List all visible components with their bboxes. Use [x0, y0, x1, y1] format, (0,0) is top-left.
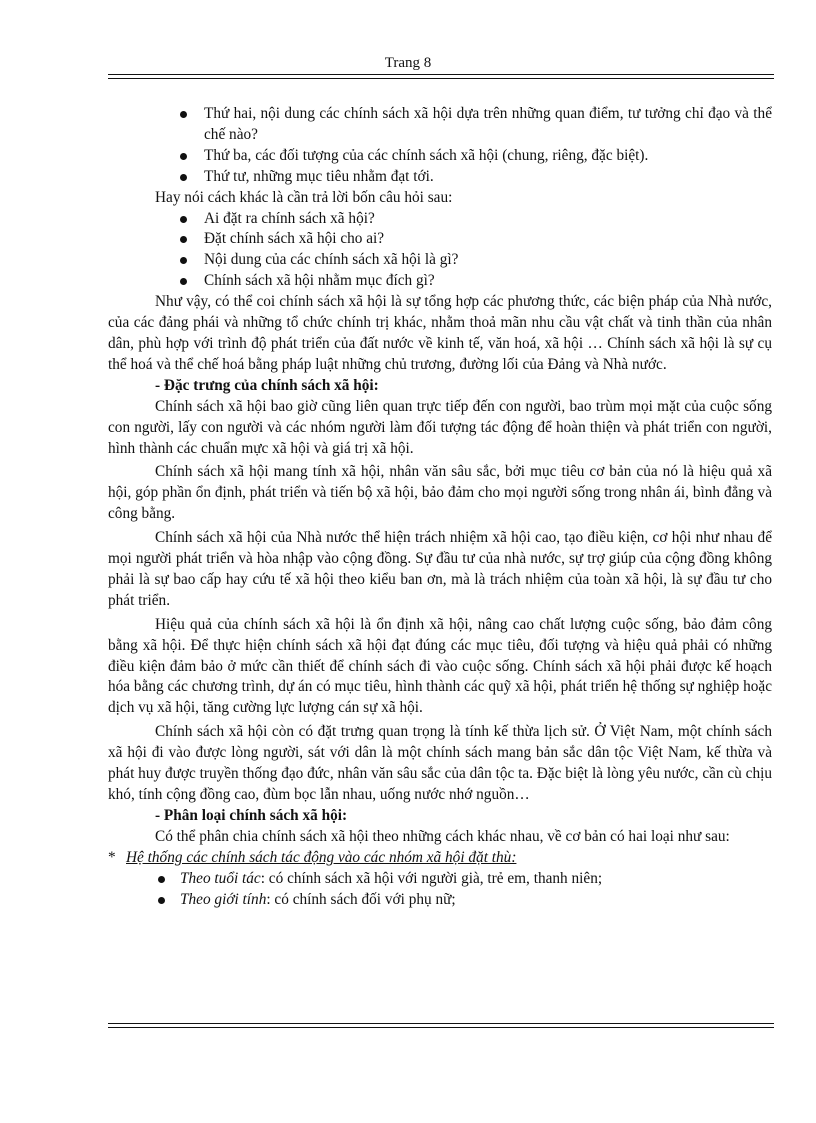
list-item: Nội dung của các chính sách xã hội là gì? — [108, 250, 772, 271]
characteristic-paragraph-5: Chính sách xã hội còn có đặt trưng quan trọng là tính kế thừa lịch sử. Ở Việt Nam, một chính sách xã hội đi vào được lòng người, sát với dân là một chính sách mang bản sắc dân tộc Việt Nam, kế thừa và phát huy được truyền thống đạo đức, nhân văn sâu sắc của dân tộc ta. Đặc biệt là lòng yêu nước, cần cù chịu khó, tính cộng đồng cao, đùm bọc lẫn nhau, uống nước nhớ nguồn… — [108, 723, 772, 803]
intro-line: Hay nói cách khác là cần trả lời bốn câu hỏi sau: — [155, 188, 453, 206]
list-item: Thứ hai, nội dung các chính sách xã hội dựa trên những quan điểm, tư tưởng chỉ đạo và thể chế nào? — [108, 104, 772, 146]
definition-paragraph: Như vậy, có thể coi chính sách xã hội là sự tổng hợp các phương thức, các biện pháp của Nhà nước, của các đảng phái và những tổ chức chính trị khác, nhằm thoả mãn nhu cầu vật chất và tinh thần của nhân dân, phù hợp với trình độ phát triển của đất nước về kinh tế, văn hoá, xã hội … Chính sách xã hội là sự cụ thể hoá và thể chế hoá bằng pháp luật những chủ trương, đường lối của Đảng và Nhà nước. — [108, 293, 772, 373]
bullet-icon — [180, 236, 187, 243]
star-heading-line — [108, 848, 772, 869]
classification-list — [108, 869, 772, 911]
bullet-icon — [180, 257, 187, 264]
list-item: Đặt chính sách xã hội cho ai? — [108, 229, 772, 250]
characteristic-paragraph-3: Chính sách xã hội của Nhà nước thể hiện trách nhiệm xã hội cao, tạo điều kiện, cơ hội như nhau để mọi người phát triển và hòa nhập vào cộng đồng. Sự đầu tư của nhà nước, sự trợ giúp của cộng đồng không phải là sự bao cấp hay cứu tế xã hội theo kiểu ban ơn, mà là trách nhiệm của toàn xã hội, là sự đầu tư cho phát triển. — [108, 529, 772, 609]
bullet-icon — [180, 174, 187, 181]
classification-paragraph: Có thể phân chia chính sách xã hội theo những cách khác nhau, về cơ bản có hai loại như sau: — [155, 827, 730, 845]
footer-rule — [108, 1023, 774, 1028]
header-rule — [108, 74, 774, 79]
classification-heading: - Phân loại chính sách xã hội: — [155, 806, 348, 824]
bullet-icon — [180, 278, 187, 285]
list-item: Theo giới tính: có chính sách đối với phụ nữ; — [108, 890, 772, 911]
bullet-icon — [180, 111, 187, 118]
characteristic-paragraph-2: Chính sách xã hội mang tính xã hội, nhân văn sâu sắc, bởi mục tiêu cơ bản của nó là hiệu quả xã hội, góp phần ổn định, phát triển và tiến bộ xã hội, bảo đảm cho mọi người sống trong nhân ái, bình đẳng và công bằng. — [108, 463, 772, 523]
list-item: Chính sách xã hội nhằm mục đích gì? — [108, 271, 772, 292]
bullet-icon — [158, 897, 165, 904]
list-item: Theo tuổi tác: có chính sách xã hội với người già, trẻ em, thanh niên; — [108, 869, 772, 890]
document-body — [108, 104, 772, 910]
list-item: Ai đặt ra chính sách xã hội? — [108, 209, 772, 230]
list-item: Thứ ba, các đối tượng của các chính sách xã hội (chung, riêng, đặc biệt). — [108, 146, 772, 167]
list-item: Thứ tư, những mục tiêu nhằm đạt tới. — [108, 167, 772, 188]
bullet-icon — [158, 876, 165, 883]
bullet-icon — [180, 216, 187, 223]
star-heading: Hệ thống các chính sách tác động vào các nhóm xã hội đặt thù: — [126, 848, 517, 866]
bullet-icon — [180, 153, 187, 160]
characteristics-heading: - Đặc trưng của chính sách xã hội: — [155, 376, 379, 394]
four-questions-list — [108, 209, 772, 293]
characteristic-paragraph-1: Chính sách xã hội bao giờ cũng liên quan trực tiếp đến con người, bao trùm mọi mặt của cuộc sống con người, lấy con người và các nhóm người làm đối tượng tác động để hoàn thiện và phát triển con người, hình thành các chuẩn mực xã hội và giá trị xã hội. — [108, 397, 772, 457]
page-header: Trang 8 — [384, 55, 432, 71]
question-list — [108, 104, 772, 188]
star-marker: * — [108, 848, 116, 866]
characteristic-paragraph-4: Hiệu quả của chính sách xã hội là ổn định xã hội, nâng cao chất lượng cuộc sống, bảo đảm công bằng xã hội. Để thực hiện chính sách xã hội đạt đúng các mục tiêu, đối tượng và hiệu quả phải có những điều kiện đảm bảo ở mức cần thiết để chính sách đi vào cuộc sống. Chính sách xã hội phải được kế hoạch hóa bằng các chương trình, dự án có mục tiêu, hình thành các quỹ xã hội, phát triển hệ thống sự nghiệp hoặc dịch vụ xã hội, tăng cường lực lượng cán sự xã hội. — [108, 615, 772, 717]
